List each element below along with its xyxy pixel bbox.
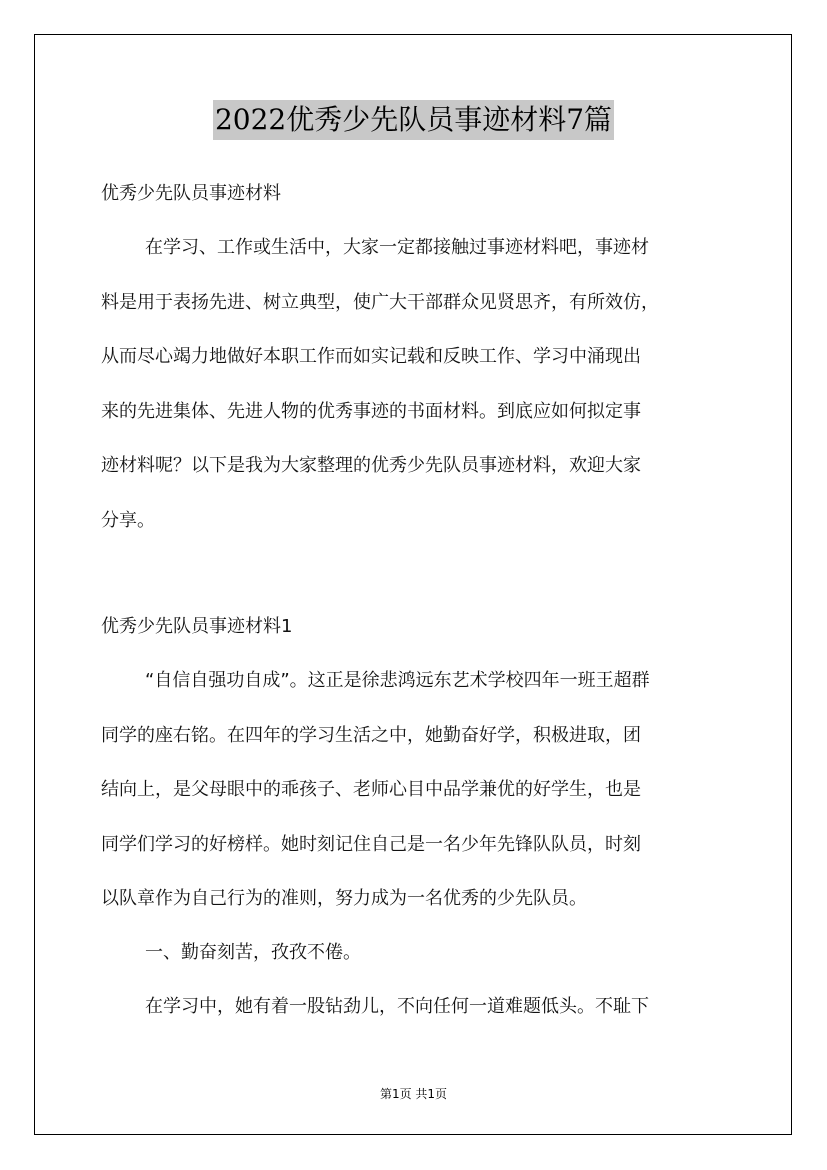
intro-line-1: 在学习、工作或生活中，大家一定都接触过事迹材料吧，事迹材 xyxy=(145,237,649,258)
body-line-5: 以队章作为自己行为的准则，努力成为一名优秀的少先队员。 xyxy=(101,888,587,909)
heading-2: 优秀少先队员事迹材料1 xyxy=(101,616,293,637)
intro-line-2: 料是用于表扬先进、树立典型，使广大干部群众见贤思齐，有所效仿， xyxy=(101,292,659,313)
body-line-6: 在学习中，她有着一股钻劲儿，不向任何一道难题低头。不耻下 xyxy=(145,996,649,1017)
body-line-4: 同学们学习的好榜样。她时刻记住自己是一名少年先锋队队员，时刻 xyxy=(101,834,641,855)
body-line-1: “自信自强功自成”。这正是徐悲鸿远东艺术学校四年一班王超群 xyxy=(145,670,650,691)
heading-1: 优秀少先队员事迹材料 xyxy=(101,183,281,204)
page-footer: 第1页 共1页 xyxy=(379,1087,448,1101)
section-heading-1: 一、勤奋刻苦，孜孜不倦。 xyxy=(145,942,361,963)
intro-line-6: 分享。 xyxy=(101,510,155,531)
body-line-2: 同学的座右铭。在四年的学习生活之中，她勤奋好学，积极进取，团 xyxy=(101,725,641,746)
intro-line-4: 来的先进集体、先进人物的优秀事迹的书面材料。到底应如何拟定事 xyxy=(101,401,641,422)
intro-line-3: 从而尽心竭力地做好本职工作而如实记载和反映工作、学习中涌现出 xyxy=(101,346,641,367)
title-container xyxy=(0,100,827,140)
intro-line-5: 迹材料呢？以下是我为大家整理的优秀少先队员事迹材料，欢迎大家 xyxy=(101,455,641,476)
document-title: 2022优秀少先队员事迹材料7篇 xyxy=(213,100,614,140)
body-line-3: 结向上，是父母眼中的乖孩子、老师心目中品学兼优的好学生，也是 xyxy=(101,779,641,800)
